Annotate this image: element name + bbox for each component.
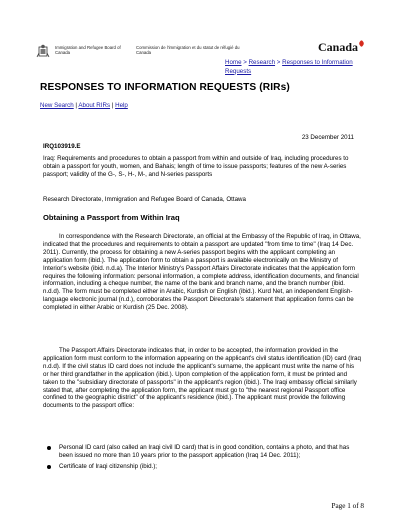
- list-item: [43, 463, 361, 471]
- new-search-link[interactable]: New Search: [40, 102, 74, 109]
- page-number: Page 1 of 8: [331, 502, 364, 510]
- bullet-icon: [47, 446, 51, 450]
- department-name-english: Immigration and Refugee Board of Canada: [55, 45, 121, 56]
- nav-separator: |: [110, 102, 116, 109]
- document-source: Research Directorate, Immigration and Refugee Board of Canada, Ottawa: [43, 196, 246, 203]
- top-navigation: [40, 102, 128, 109]
- breadcrumb-home-link[interactable]: Home: [225, 59, 242, 66]
- breadcrumb: [225, 59, 365, 76]
- body-paragraph-1: In correspondence with the Research Directorate, an official at the Embassy of the Republic of Iraq, in Ottawa, indicated that the procedures and requirements to obtain a passport are updated "from time to time" (Iraq 14 Dec. 2011). Currently, the process for obtaining a new A-series passport begins with the applicant completing an application form (ibid.). The application form to obtain a passport is available electronically on the Ministry of Interior's website (ibid. n.d.a). The Interior Ministry's Passport Affairs Directorate indicates that the application form requires the following information: personal information, a complete address, identification documents, and financial information, including a cheque number, the name of the bank and branch name, and the branch number (ibid. n.d.d). The form must be completed either in Arabic, Kurdish or English (ibid.). Kurd Net, an independent English-language electronic journal (n.d.), corroborates the Passport Directorate's statement that application forms can be completed in either Arabic or Kurdish (25 Dec. 2008).: [43, 233, 361, 312]
- bullet-icon: [47, 465, 51, 469]
- maple-leaf-icon: [358, 40, 365, 47]
- document-summary: Iraq: Requirements and procedures to obtain a passport from within and outside of Iraq, including procedures to obtain a passport for youth, women, and Bahais; length of time to issue passports; features of the new A-series passport; validity of the G-, S-, H-, M-, and N-series passports: [43, 155, 349, 178]
- canada-coat-of-arms-icon: [36, 44, 50, 58]
- canada-wordmark: Canada: [318, 40, 364, 55]
- list-item-text: Certificate of Iraqi citizenship (ibid.);: [59, 462, 158, 470]
- breadcrumb-separator: >: [275, 59, 283, 66]
- department-name-french: Commission de l'immigration et du statut de réfugié du Canada: [136, 45, 240, 56]
- document-date: 23 December 2011: [301, 134, 354, 141]
- section-heading: Obtaining a Passport from Within Iraq: [43, 213, 180, 222]
- required-documents-list: [43, 444, 361, 474]
- breadcrumb-research-link[interactable]: Research: [248, 59, 276, 66]
- body-paragraph-2: The Passport Affairs Directorate indicates that, in order to be accepted, the information provided in the application form must conform to the information appearing on the applicant's civil status identification (ID) card (Iraq n.d.d). If the civil status ID card does not include the applicant's surname, the applicant must write the name of his or her third grandfather in the application (ibid.). Upon completion of the application form, it must be printed and taken to the "subsidiary directorate of passports" in the applicant's region (ibid.). The Iraqi embassy official similarly stated that, after completing the application form, the applicant must go to "the nearest regional Passport office confined to the geographic district" of the applicant's residence (ibid.). The applicant must provide the following documents to the passport office:: [43, 347, 361, 410]
- document-id: IRQ103919.E: [43, 143, 81, 150]
- list-item: [43, 444, 361, 460]
- breadcrumb-separator: >: [241, 59, 249, 66]
- about-rirs-link[interactable]: About RIRs: [78, 102, 111, 109]
- page-title: RESPONSES TO INFORMATION REQUESTS (RIRs): [40, 82, 290, 93]
- list-item-text: Personal ID card (also called an Iraqi civil ID card) that is in good condition, contains a photo, and that has been issued no more than 10 years prior to the passport application (Iraq 14 Dec. 2011);: [59, 444, 350, 459]
- help-link[interactable]: Help: [115, 102, 128, 109]
- government-header: [36, 40, 366, 60]
- breadcrumb-rir-link[interactable]: Responses to Information Requests: [225, 59, 353, 75]
- nav-separator: |: [73, 102, 79, 109]
